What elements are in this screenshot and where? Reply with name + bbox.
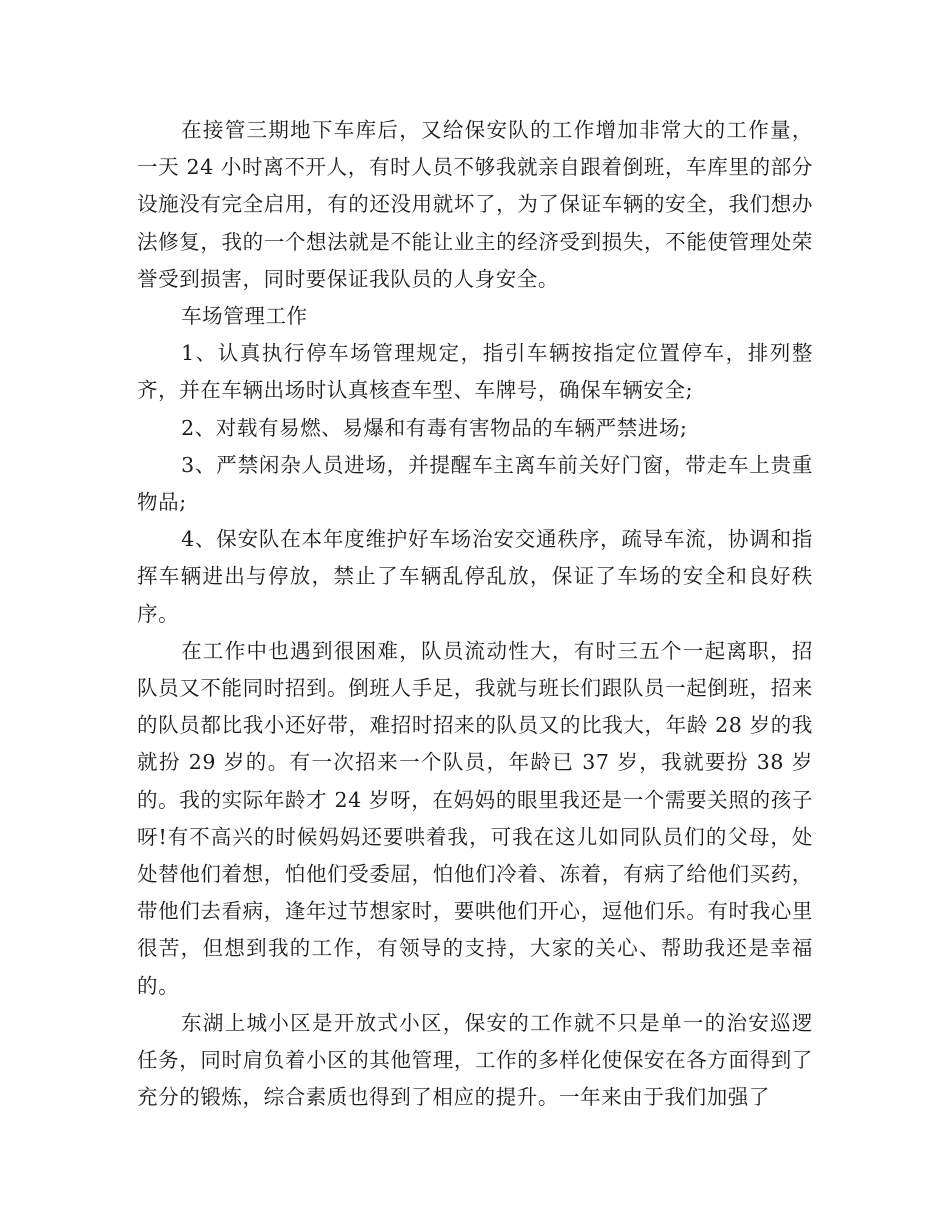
- list-item-parking-rules: 1、认真执行停车场管理规定，指引车辆按指定位置停车，排列整齐，并在车辆出场时认真核查车型、车牌号，确保车辆安全;: [137, 341, 813, 403]
- paragraph-garage-workload: 在接管三期地下车库后，又给保安队的工作增加非常大的工作量，一天 24 小时离不开人，有时人员不够我就亲自跟着倒班，车库里的部分设施没有完全启用，有的还没用就坏了，为了保证车辆的安全，我们想办法修复，我的一个想法就是不能让业主的经济受到损失，不能使管理处荣誉受到损害，同时要保证我队员的人身安全。: [137, 118, 813, 291]
- paragraph-difficulties: 在工作中也遇到很困难，队员流动性大，有时三五个一起离职，招队员又不能同时招到。倒班人手足，我就与班长们跟队员一起倒班，招来的队员都比我小还好带，难招时招来的队员又的比我大，年龄 28 岁的我就扮 29 岁的。有一次招来一个队员，年龄已 37 岁，我就要扮 38 岁的。我的实际年龄才 24 岁呀，在妈妈的眼里我还是一个需要关照的孩子呀!有不高兴的时候妈妈还要哄着我，可我在这儿如同队员们的父母，处处替他们着想，怕他们受委屈，怕他们冷着、冻着，有病了给他们买药，带他们去看病，逢年过节想家时，要哄他们开心，逗他们乐。有时我心里很苦，但想到我的工作，有领导的支持，大家的关心、帮助我还是幸福的。: [137, 638, 813, 998]
- list-item-traffic-order: 4、保安队在本年度维护好车场治安交通秩序，疏导车流，协调和指挥车辆进出与停放，禁止了车辆乱停乱放，保证了车场的安全和良好秩序。: [137, 527, 813, 626]
- list-item-hazardous-vehicles: 2、对载有易燃、易爆和有毒有害物品的车辆严禁进场;: [181, 415, 688, 440]
- section-heading-parking-management: 车场管理工作: [181, 304, 308, 329]
- document-body: [137, 112, 813, 1116]
- paragraph-open-community: 东湖上城小区是开放式小区，保安的工作就不只是单一的治安巡逻任务，同时肩负着小区的其他管理，工作的多样化使保安在各方面得到了充分的锻炼，综合素质也得到了相应的提升。一年来由于我们加强了: [137, 1010, 813, 1110]
- list-item-no-idle-persons: 3、严禁闲杂人员进场，并提醒车主离车前关好门窗，带走车上贵重物品;: [137, 452, 813, 515]
